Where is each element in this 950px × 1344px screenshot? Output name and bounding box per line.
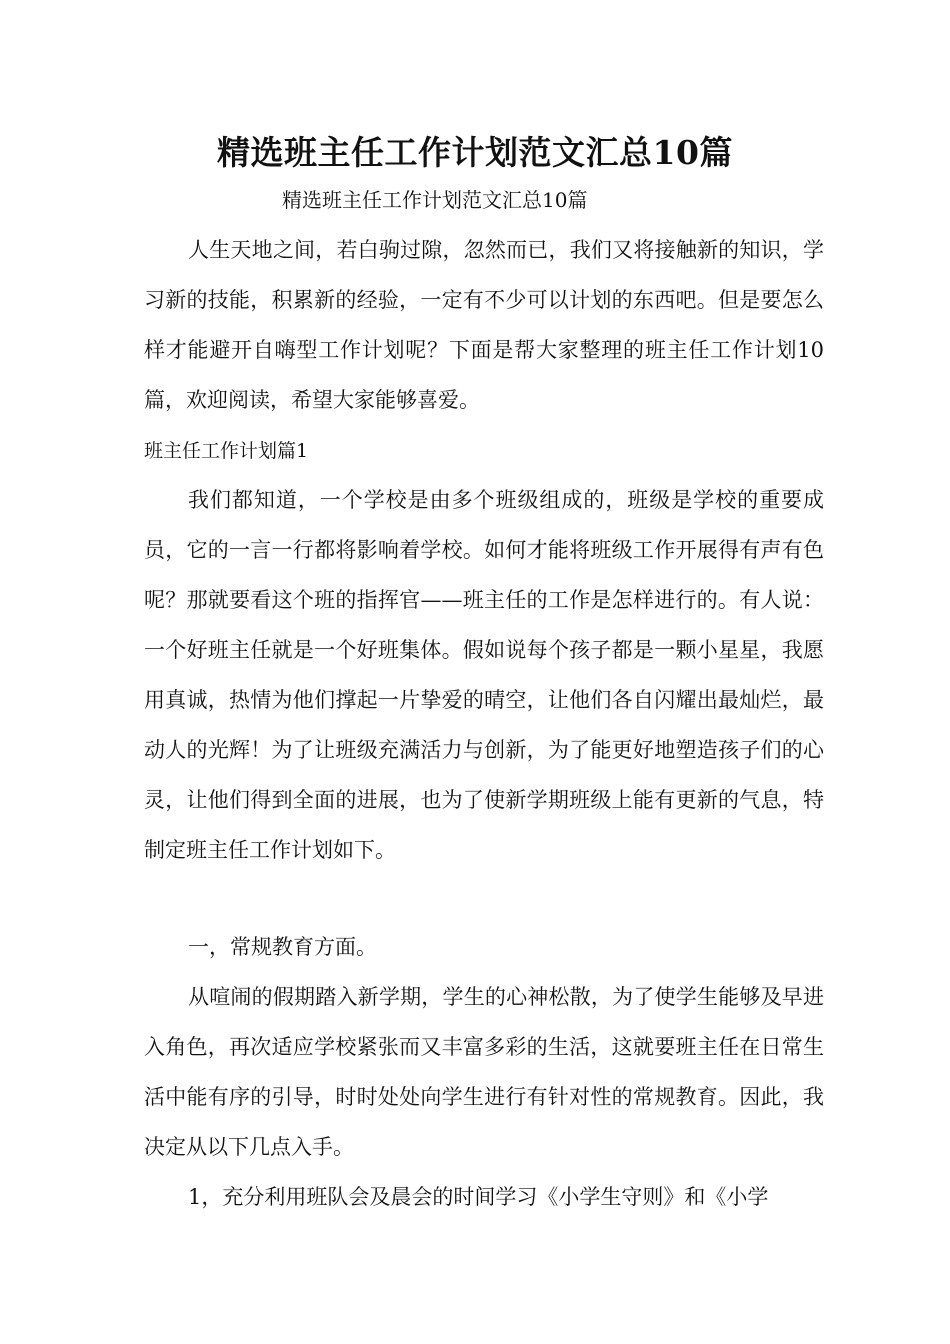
body-paragraph-2: 一，常规教育方面。 bbox=[188, 935, 377, 959]
document-subtitle: 精选班主任工作计划范文汇总10篇 bbox=[282, 188, 588, 212]
section-heading: 班主任工作计划篇1 bbox=[144, 440, 309, 462]
body-paragraph-3: 从喧闹的假期踏入新学期，学生的心神松散，为了使学生能够及早进入角色，再次适应学校紧张而又丰富多彩的生活，这就要班主任在日常生活中能有序的引导，时时处处向学生进行有针对性的常规教育。因此，我决定从以下几点入手。 bbox=[144, 985, 824, 1159]
intro-paragraph: 人生天地之间，若白驹过隙，忽然而已，我们又将接触新的知识，学习新的技能，积累新的经验，一定有不少可以计划的东西吧。但是要怎么样才能避开自嗨型工作计划呢？下面是帮大家整理的班主任工作计划10篇，欢迎阅读，希望大家能够喜爱。 bbox=[144, 238, 824, 412]
body-paragraph-4: 1，充分利用班队会及晨会的时间学习《小学生守则》和《小学 bbox=[188, 1185, 769, 1209]
document-title: 精选班主任工作计划范文汇总10篇 bbox=[217, 133, 733, 172]
body-paragraph-1: 我们都知道，一个学校是由多个班级组成的，班级是学校的重要成员，它的一言一行都将影响着学校。如何才能将班级工作开展得有声有色呢？那就要看这个班的指挥官——班主任的工作是怎样进行的。有人说：一个好班主任就是一个好班集体。假如说每个孩子都是一颗小星星，我愿用真诚，热情为他们撑起一片挚爱的晴空，让他们各自闪耀出最灿烂，最动人的光辉！为了让班级充满活力与创新，为了能更好地塑造孩子们的心灵，让他们得到全面的进展，也为了使新学期班级上能有更新的气息，特制定班主任工作计划如下。 bbox=[144, 488, 824, 862]
